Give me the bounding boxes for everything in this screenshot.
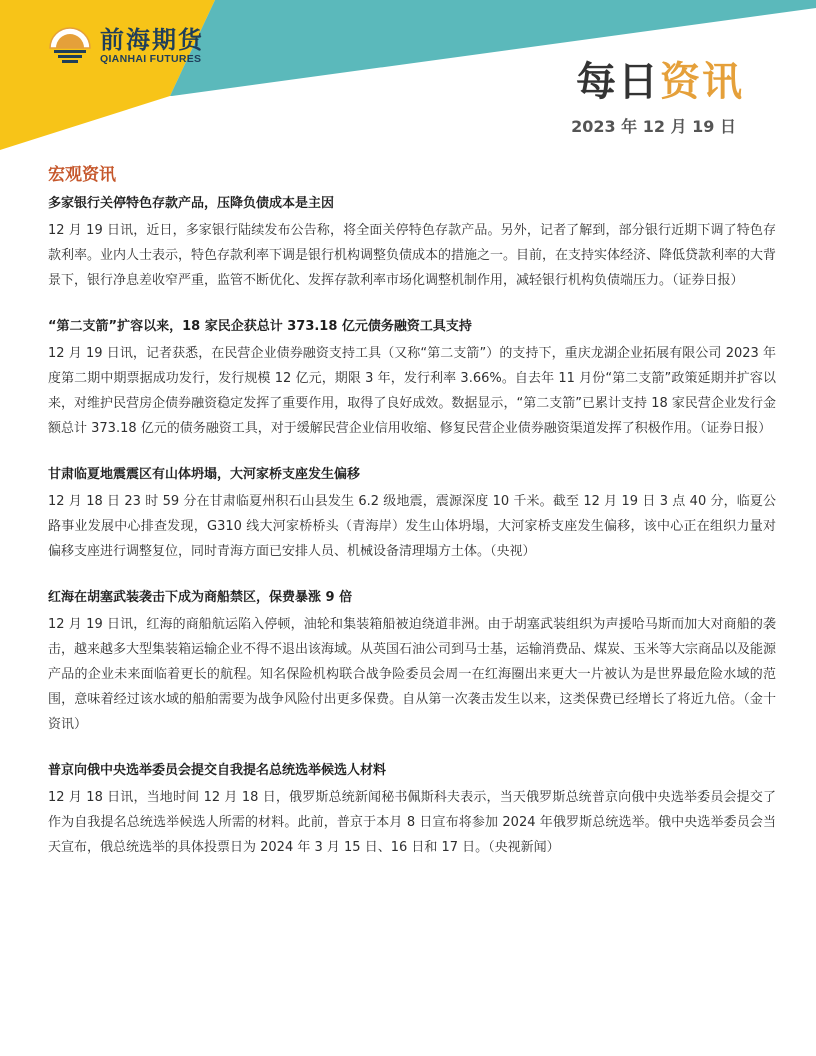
article-headline: 红海在胡塞武装袭击下成为商船禁区，保费暴涨 9 倍: [48, 590, 353, 605]
section-title: 宏观资讯: [48, 165, 116, 185]
article-headline: “第二支箭”扩容以来，18 家民企获总计 373.18 亿元债务融资工具支持: [48, 319, 472, 334]
article-headline: 甘肃临夏地震震区有山体坍塌，大河家桥支座发生偏移: [48, 467, 361, 482]
logo-name-cn: 前海期货: [100, 25, 204, 54]
article-body: 12 月 19 日讯，记者获悉，在民营企业债券融资支持工具（又称“第二支箭”）的支持下，重庆龙湖企业拓展有限公司 2023 年度第二期中期票据成功发行，发行规模 12 亿元，期限 3 年，发行利率 3.66%。自去年 11 月份“第二支箭”政策延期并扩容以来，对维护民营房企债券融资稳定发挥了重要作用，取得了良好成效。数据显示，“第二支箭”已累计支持 18 家民营企业发行金额总计 373.18 亿元的债务融资工具，对于缓解民营企业信用收缩、修复民营企业债券融资渠道发挥了积极作用。（证券日报）: [48, 346, 776, 436]
article-headline: 普京向俄中央选举委员会提交自我提名总统选举候选人材料: [48, 763, 387, 778]
article-body: 12 月 19 日讯，红海的商船航运陷入停顿，油轮和集装箱船被迫绕道非洲。由于胡塞武装组织为声援哈马斯而加大对商船的袭击，越来越多大型集装箱运输企业不得不退出该海域。从英国石油公司到马士基，运输消费品、煤炭、玉米等大宗商品以及能源产品的企业未来面临着更长的航程。知名保险机构联合战争险委员会周一在红海圈出来更大一片被认为是世界最危险水域的范围，意味着经过该水域的船舶需要为战争风险付出更多保费。自从第一次袭击发生以来，这类保费已经增长了将近九倍。（金十资讯）: [48, 617, 777, 732]
news-article: [48, 192, 776, 293]
logo-mark-icon: [46, 26, 94, 66]
article-body: 12 月 19 日讯，近日，多家银行陆续发布公告称，将全面关停特色存款产品。另外，记者了解到，部分银行近期下调了特色存款利率。业内人士表示，特色存款利率下调是银行机构调整负债成本的措施之一。目前，在支持实体经济、降低贷款利率的大背景下，银行净息差收窄严重，监管不断优化、发挥存款利率市场化调整机制作用，减轻银行机构负债端压力。（证券日报）: [48, 223, 777, 288]
news-article: [48, 586, 776, 737]
page-title: [576, 50, 744, 107]
news-article: [48, 315, 776, 441]
title-part-1: 每日: [576, 59, 660, 105]
article-headline: 多家银行关停特色存款产品，压降负债成本是主因: [48, 196, 335, 211]
article-body: 12 月 18 日 23 时 59 分在甘肃临夏州积石山县发生 6.2 级地震，震源深度 10 千米。截至 12 月 19 日 3 点 40 分，临夏公路事业发展中心排查发现，G310 线大河家桥桥头（青海岸）发生山体坍塌，大河家桥支座发生偏移，该中心正在组织力量对偏移支座进行调整复位，同时青海方面已安排人员、机械设备清理塌方土体。（央视）: [48, 494, 776, 559]
title-part-2: 资讯: [660, 59, 744, 105]
article-body: 12 月 18 日讯，当地时间 12 月 18 日，俄罗斯总统新闻秘书佩斯科夫表示，当天俄罗斯总统普京向俄中央选举委员会提交了作为自我提名总统选举候选人所需的材料。此前，普京于本月 8 日宣布将参加 2024 年俄罗斯总统选举。俄中央选举委员会当天宣布，俄总统选举的具体投票日为 2024 年 3 月 15 日、16 日和 17 日。（央视新闻）: [48, 790, 776, 855]
news-article: [48, 759, 776, 860]
news-list: [48, 192, 776, 882]
logo-name-en: QIANHAI FUTURES: [100, 53, 202, 65]
news-article: [48, 463, 776, 564]
report-date: 2023 年 12 月 19 日: [571, 117, 736, 136]
company-logo: [46, 26, 204, 66]
